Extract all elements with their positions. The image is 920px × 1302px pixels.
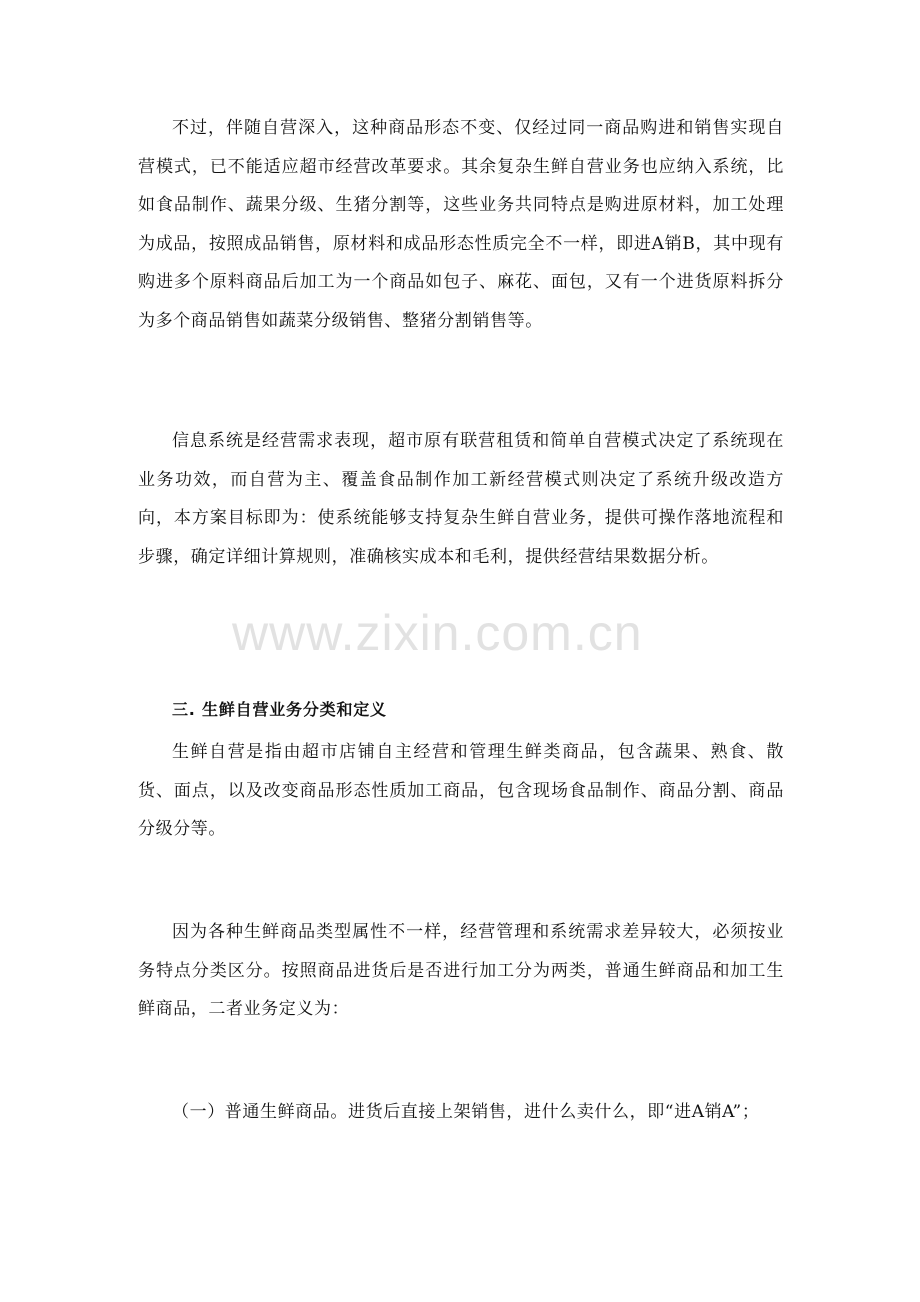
paragraph-5: （一）普通生鲜商品。进货后直接上架销售，进什么卖什么，即“进A销A”；: [172, 1102, 760, 1122]
paragraph-2: 信息系统是经营需求表现，超市原有联营租赁和简单自营模式决定了系统现在业务功效，而自营为主、覆盖食品制作加工新经营模式则决定了系统升级改造方向，本方案目标即为：使系统能够支持复杂生鲜自营业务，提供可操作落地流程和步骤，确定详细计算规则，准确核实成本和毛利，提供经营结果数据分析。: [138, 431, 784, 567]
paragraph-3: 生鲜自营是指由超市店铺自主经营和管理生鲜类商品，包含蔬果、熟食、散货、面点，以及改变商品形态性质加工商品，包含现场食品制作、商品分割、商品分级分等。: [138, 742, 784, 839]
paragraph-1: 不过，伴随自营深入，这种商品形态不变、仅经过同一商品购进和销售实现自营模式，已不能适应超市经营改革要求。其余复杂生鲜自营业务也应纳入系统，比如食品制作、蔬果分级、生猪分割等，这些业务共同特点是购进原材料，加工处理为成品，按照成品销售，原材料和成品形态性质完全不一样，即进A销B，其中现有购进多个原料商品后加工为一个商品如包子、麻花、面包，又有一个进货原料拆分为多个商品销售如蔬菜分级销售、整猪分割销售等。: [138, 118, 784, 331]
paragraph-4: 因为各种生鲜商品类型属性不一样，经营管理和系统需求差异较大，必须按业务特点分类区分。按照商品进货后是否进行加工分为两类，普通生鲜商品和加工生鲜商品，二者业务定义为：: [138, 922, 784, 1019]
section-heading: 三. 生鲜自营业务分类和定义: [172, 700, 387, 719]
watermark: www.zixin.com.cn: [232, 605, 643, 661]
